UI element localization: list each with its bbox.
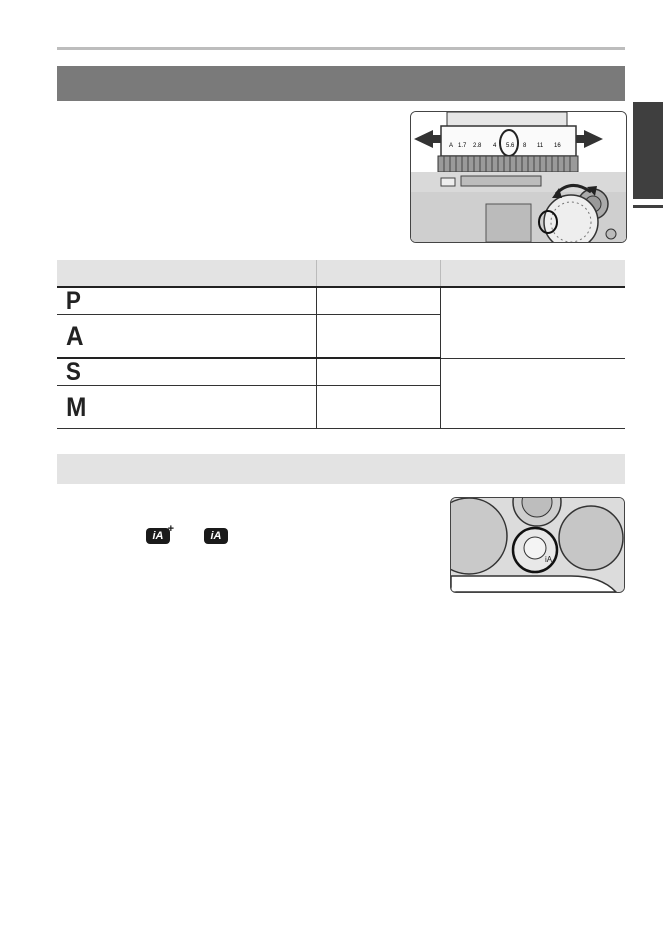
table-header-cell	[317, 260, 441, 287]
table-row	[57, 287, 625, 315]
mode-cell	[57, 315, 317, 359]
aperture-mark-3: 4	[493, 143, 497, 149]
chapter-tab	[633, 102, 663, 199]
ia-button-illustration	[450, 497, 625, 593]
top-rule	[57, 47, 625, 50]
exposure-mode-table	[57, 260, 625, 429]
chapter-tab-rule	[633, 205, 663, 208]
camera-dial-illustration	[410, 111, 627, 243]
mode-cell	[57, 287, 317, 315]
mode-cell	[57, 386, 317, 429]
table-cell	[441, 358, 626, 429]
aperture-mark-6: 11	[537, 143, 544, 149]
aperture-mark-5: 8	[523, 143, 527, 149]
intelligent-auto-icon: iA	[204, 528, 228, 544]
mode-dial	[544, 195, 598, 242]
table-header-row	[57, 260, 625, 287]
intelligent-auto-icons	[146, 528, 228, 544]
aperture-mark-2: 2.8	[473, 143, 482, 149]
subsection-header-bar	[57, 454, 625, 484]
aperture-mark-7: 16	[554, 143, 561, 149]
aperture-mark-0: A	[449, 143, 454, 149]
table-cell	[441, 287, 626, 358]
table-header-cell	[441, 260, 626, 287]
table-cell	[317, 358, 441, 386]
aperture-priority-letter: A	[65, 320, 84, 351]
table-header-cell	[57, 260, 317, 287]
aperture-mark-1: 1.7	[458, 143, 467, 149]
table-cell	[317, 287, 441, 315]
table-cell	[317, 315, 441, 359]
program-ae-letter: P	[65, 286, 81, 315]
shutter-priority-letter: S	[65, 357, 81, 386]
table-row	[57, 358, 625, 386]
section-header-bar	[57, 66, 625, 101]
aperture-mark-4: 5.6	[506, 143, 515, 149]
manual-exposure-letter: M	[66, 391, 87, 422]
ia-button-label: iA	[545, 555, 553, 564]
mode-cell	[57, 358, 317, 386]
table-cell	[317, 386, 441, 429]
intelligent-auto-plus-icon: iA +	[146, 528, 170, 544]
